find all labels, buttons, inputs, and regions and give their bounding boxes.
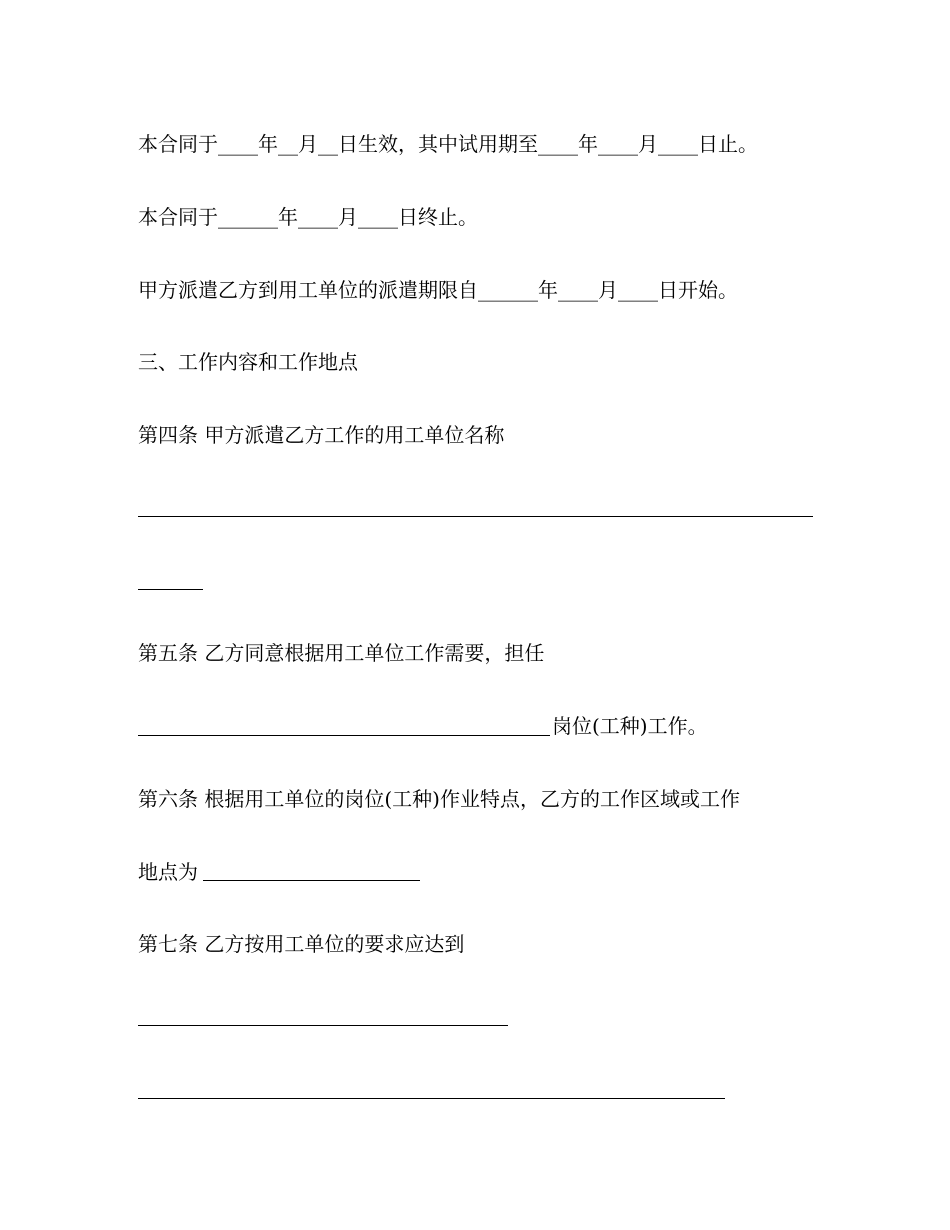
employer-name-blank-continuation — [138, 589, 203, 590]
article-5-text: 第五条 乙方同意根据用工单位工作需要，担任 — [138, 641, 545, 665]
article-4-text: 第四条 甲方派遣乙方工作的用工单位名称 — [138, 423, 505, 447]
requirements-blank-line-2 — [138, 1098, 725, 1099]
dispatch-period-line: 甲方派遣乙方到用工单位的派遣期限自______年____月____日开始。 — [138, 278, 738, 302]
employer-name-blank-line — [138, 516, 813, 517]
section-heading: 三、工作内容和工作地点 — [138, 350, 358, 374]
work-location-blank-line — [203, 880, 420, 881]
article-7-text: 第七条 乙方按用工单位的要求应达到 — [138, 932, 465, 956]
termination-date-line: 本合同于______年____月____日终止。 — [138, 205, 478, 229]
position-blank-line — [138, 735, 550, 736]
position-suffix-text: 岗位(工种)工作。 — [552, 714, 708, 738]
work-location-label: 地点为 — [138, 860, 198, 884]
article-6-text: 第六条 根据用工单位的岗位(工种)作业特点，乙方的工作区域或工作 — [138, 787, 740, 811]
effective-date-line: 本合同于____年__月__日生效，其中试用期至____年____月____日止。 — [138, 132, 758, 156]
requirements-blank-line-1 — [138, 1025, 508, 1026]
